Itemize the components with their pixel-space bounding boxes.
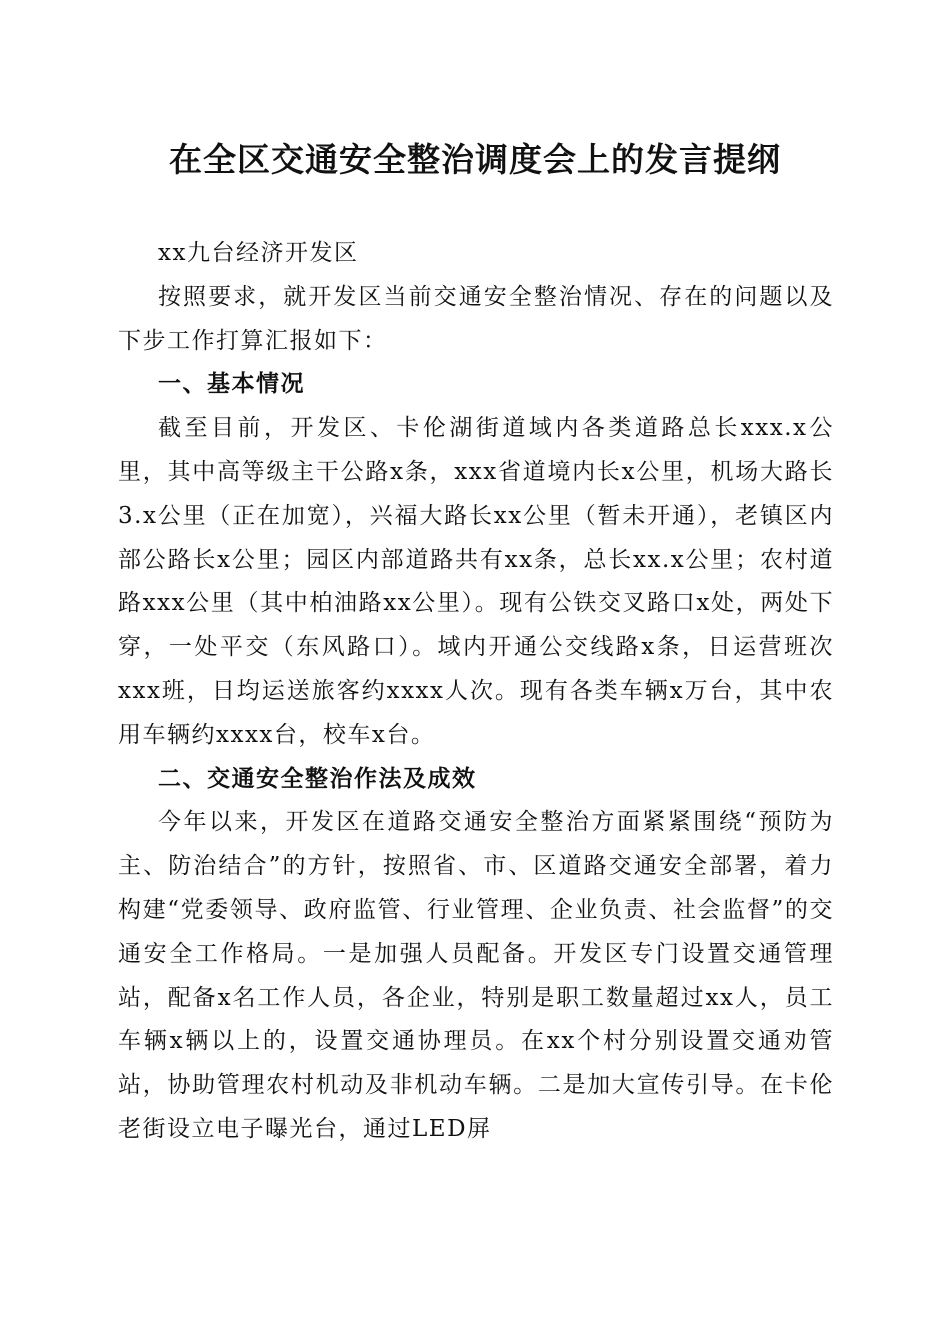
speaker-line: xx九台经济开发区 <box>158 240 359 266</box>
section-heading-measures: 二、交通安全整治作法及成效 <box>158 765 477 792</box>
document-body <box>118 232 834 1152</box>
section-heading-basic-situation: 一、基本情况 <box>158 371 305 398</box>
intro-paragraph: 按照要求，就开发区当前交通安全整治情况、存在的问题以及下步工作打算汇报如下： <box>118 283 834 354</box>
document-title: 在全区交通安全整治调度会上的发言提纲 <box>169 140 781 179</box>
measures-paragraph: 今年以来，开发区在道路交通安全整治方面紧紧围绕“预防为主、防治结合”的方针，按照省、市、区道路交通安全部署，着力构建“党委领导、政府监管、行业管理、企业负责、社会监督”的交通安全工作格局。一是加强人员配备。开发区专门设置交通管理站，配备x名工作人员，各企业，特别是职工数量超过xx人，员工车辆x辆以上的，设置交通协理员。在xx个村分别设置交通劝管站，协助管理农村机动及非机动车辆。二是加大宣传引导。在卡伦老街设立电子曝光台，通过LED屏 <box>118 809 834 1142</box>
basic-situation-paragraph: 截至目前，开发区、卡伦湖街道域内各类道路总长xxx.x公里，其中高等级主干公路x条，xxx省道境内长x公里，机场大路长3.x公里（正在加宽），兴福大路长xx公里（暂未开通），老镇区内部公路长x公里；园区内部道路共有xx条，总长xx.x公里；农村道路xxx公里（其中柏油路xx公里）。现有公铁交叉路口x处，两处下穿，一处平交（东风路口）。域内开通公交线路x条，日运营班次xxx班，日均运送旅客约xxxx人次。现有各类车辆x万台，其中农用车辆约xxxx台，校车x台。 <box>118 415 834 748</box>
